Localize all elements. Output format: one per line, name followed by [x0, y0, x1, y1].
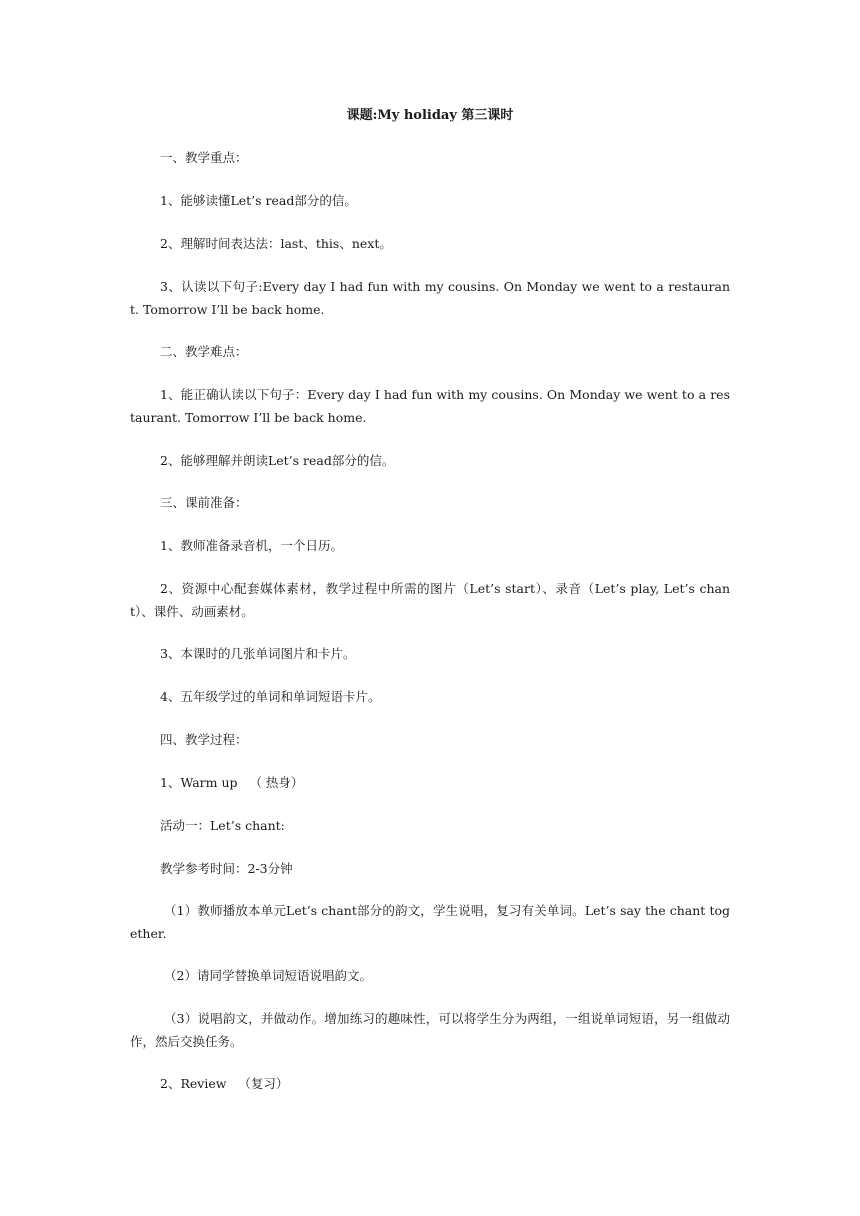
activity-step-1: （1）教师播放本单元Let’s chant部分的韵文，学生说唱，复习有关单词。Let’s say the chant together.	[130, 903, 730, 941]
reference-time: 教学参考时间：2-3分钟	[160, 861, 293, 876]
preparation-1: 1、教师准备录音机，一个日历。	[160, 538, 343, 553]
section-heading-key-points: 一、教学重点：	[160, 150, 248, 165]
document-title: 课题:My holiday 第三课时	[346, 108, 514, 123]
preparation-4: 4、五年级学过的单词和单词短语卡片。	[160, 689, 381, 704]
difficulty-1: 1、能正确认读以下句子：Every day I had fun with my cousins. On Monday we went to a restaurant. Tomorrow I’ll be back home.	[130, 387, 730, 425]
key-point-1: 1、能够读懂Let’s read部分的信。	[160, 193, 357, 208]
section-heading-difficulties: 二、教学难点：	[160, 344, 248, 359]
document-page	[130, 0, 730, 1216]
preparation-2: 2、资源中心配套媒体素材，教学过程中所需的图片（Let’s start）、录音（Let’s play, Let’s chant）、课件、动画素材。	[130, 581, 730, 619]
process-step-review: 2、Review （复习）	[160, 1076, 289, 1091]
difficulty-2: 2、能够理解并朗读Let’s read部分的信。	[160, 453, 395, 468]
activity-step-3: （3）说唱韵文，并做动作。增加练习的趣味性，可以将学生分为两组，一组说单词短语，另一组做动作，然后交换任务。	[130, 1011, 730, 1049]
preparation-3: 3、本课时的几张单词图片和卡片。	[160, 646, 356, 661]
activity-step-2: （2）请同学替换单词短语说唱韵文。	[164, 968, 372, 983]
activity-1-heading: 活动一：Let’s chant:	[160, 818, 285, 833]
section-heading-process: 四、教学过程：	[160, 732, 248, 747]
process-step-warm-up: 1、Warm up （ 热身）	[160, 775, 304, 790]
section-heading-preparation: 三、课前准备：	[160, 495, 248, 510]
key-point-2: 2、理解时间表达法：last、this、next。	[160, 236, 392, 251]
key-point-3: 3、认读以下句子:Every day I had fun with my cousins. On Monday we went to a restaurant. Tomorrow I’ll be back home.	[130, 279, 730, 317]
